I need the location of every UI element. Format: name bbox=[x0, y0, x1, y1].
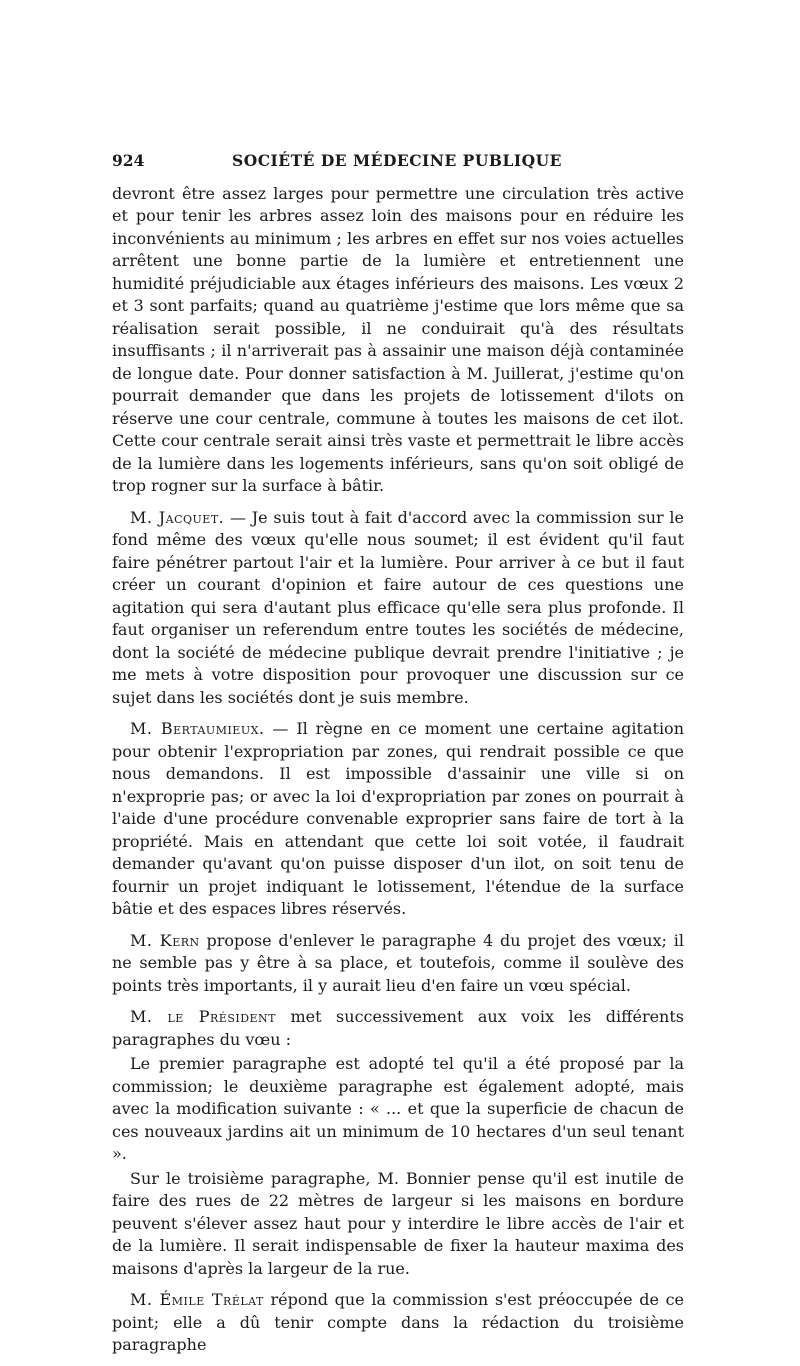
paragraph-kern bbox=[112, 930, 684, 998]
paragraph-text: devront être assez larges pour permettre une circulation très active et pour tenir les arbres assez loin des maisons pour en réduire les inconvénients au minimum ; les arbres en effet sur nos voies actuelles arrêtent une bonne partie de la lumière et entretiennent une humidité préjudiciable aux étages inférieurs des maisons. Les vœux 2 et 3 sont parfaits; quand au quatrième j'estime que lors même que sa réalisation serait possible, il ne conduirait qu'à des résultats insuffisants ; il n'arriverait pas à assainir une maison déjà contaminée de longue date. Pour donner satisfaction à M. Juillerat, j'estime qu'on pourrait demander que dans les projets de lotissement d'ilots on réserve une cour centrale, commune à toutes les maisons de cet ilot. Cette cour centrale serait ainsi très vaste et permettrait le libre accès de la lumière dans les logements inférieurs, sans qu'on soit obligé de trop rogner sur la surface à bâtir. bbox=[112, 183, 684, 495]
page-number: 924 bbox=[112, 151, 145, 170]
paragraph-text: Le premier paragraphe est adopté tel qu'il a été proposé par la commission; le deuxième paragraphe est également adopté, mais avec la modification suivante : « ... et que la superficie de chacun de ces nouveaux jardins ait un minimum de 10 hectares d'un seul tenant ». bbox=[112, 1054, 684, 1163]
speaker-name: M. Émile Trélat bbox=[130, 1290, 264, 1309]
paragraph-bonnier bbox=[112, 1168, 684, 1281]
book-page bbox=[112, 150, 684, 1366]
paragraph-text: — Je suis tout à fait d'accord avec la commission sur le fond même des vœux qu'elle nous soumet; il est évident qu'il faut faire pénétrer partout l'air et la lumière. Pour arriver à ce but il faut créer un courant d'opinion et faire autour de ces questions une agitation qui sera d'autant plus efficace qu'elle sera plus profonde. Il faut organiser un referendum entre toutes les sociétés de médecine, dont la société de médecine publique devrait prendre l'initiative ; je me mets à votre disposition pour provoquer une discussion sur ce sujet dans les sociétés dont je suis membre. bbox=[112, 507, 684, 707]
paragraph-text: met successivement aux voix les différents paragraphes du vœu : bbox=[112, 1007, 684, 1049]
speaker-name: M. Bertaumieux. bbox=[130, 719, 265, 738]
paragraph-first-vote bbox=[112, 1053, 684, 1166]
paragraph-trelat bbox=[112, 1289, 684, 1357]
paragraph-continuation bbox=[112, 183, 684, 498]
paragraph-text: Sur le troisième paragraphe, M. Bonnier pense qu'il est inutile de faire des rues de 22 mètres de largeur si les maisons en bordure peuvent s'élever assez haut pour y interdire le libre accès de l'air et de la lumière. Il serait indispensable de fixer la hauteur maxima des maisons d'après la largeur de la rue. bbox=[112, 1168, 684, 1278]
paragraph-jacquet bbox=[112, 507, 684, 710]
paragraph-text: — Il règne en ce moment une certaine agitation pour obtenir l'expropriation par zones, qui rendrait possible ce que nous demandons. Il est impossible d'assainir une ville si on n'exproprie pas; or avec la loi d'expropriation par zones on pourrait à l'aide d'une procédure convenable exproprier sans faire de tort à la propriété. Mais en attendant que cette loi soit votée, il faudrait demander qu'avant qu'on puisse disposer d'un ilot, on soit tenu de fournir un projet indiquant le lotissement, l'étendue de la surface bâtie et des espaces libres réservés. bbox=[112, 719, 684, 918]
speaker-name: M. le Président bbox=[130, 1007, 277, 1026]
page-header bbox=[112, 150, 684, 173]
paragraph-text: propose d'enlever le paragraphe 4 du projet des vœux; il ne semble pas y être à sa place, et toutefois, comme il soulève des points très importants, il y aurait lieu d'en faire un vœu spécial. bbox=[112, 930, 684, 995]
running-title: SOCIÉTÉ DE MÉDECINE PUBLIQUE bbox=[232, 151, 562, 170]
paragraph-text: répond que la commission s'est préoccupée de ce point; elle a dû tenir compte dans la rédaction du troisième paragraphe bbox=[112, 1290, 685, 1354]
paragraph-bertaumieux bbox=[112, 718, 684, 921]
speaker-name: M. Jacquet. bbox=[130, 507, 225, 527]
paragraph-president bbox=[112, 1006, 684, 1051]
speaker-name: M. Kern bbox=[130, 930, 200, 950]
